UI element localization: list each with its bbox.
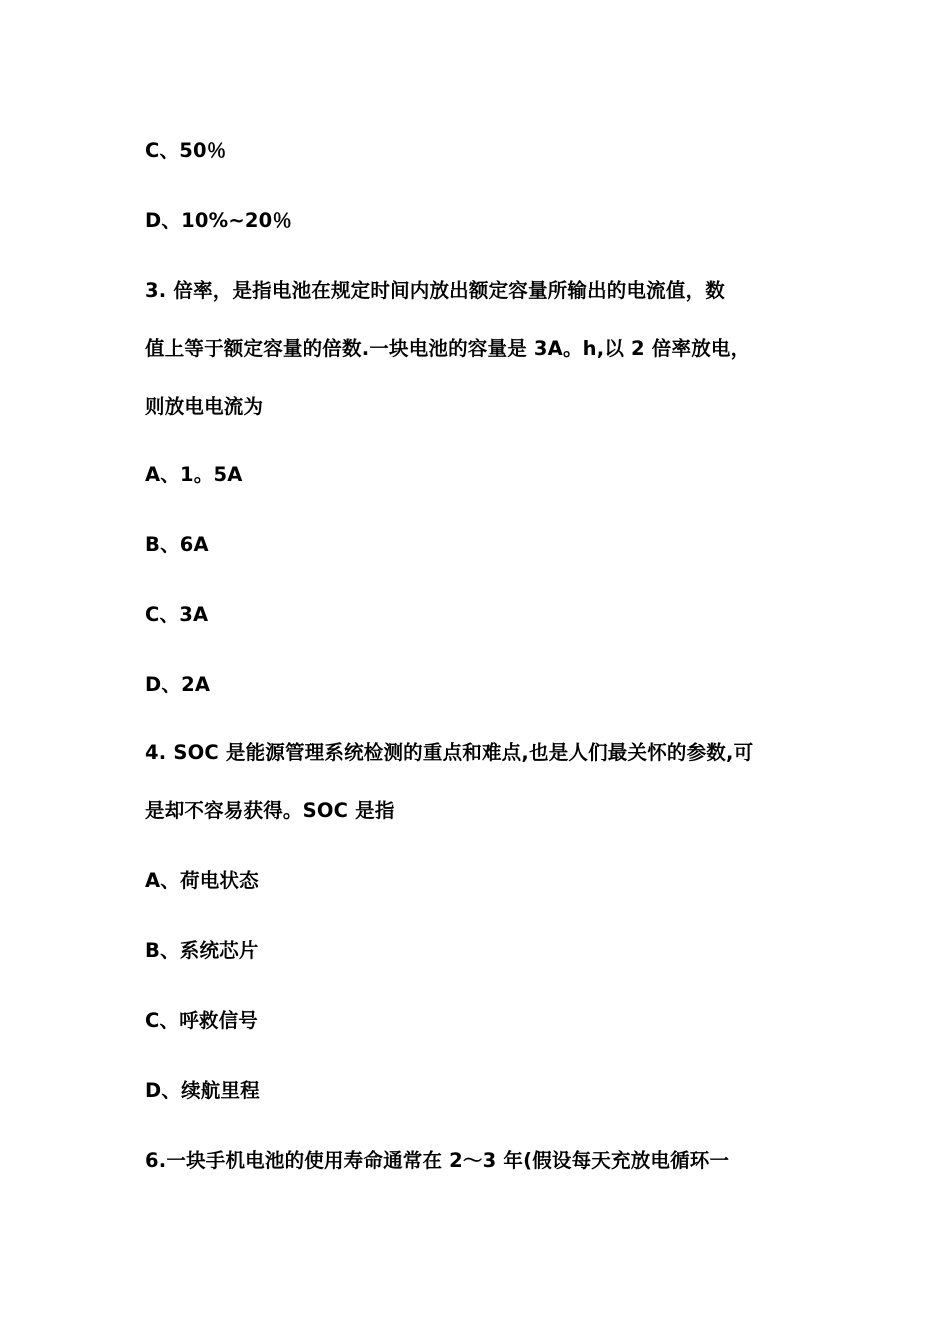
q2-option-c: C、50％: [145, 139, 227, 162]
q4-option-a: A、荷电状态: [145, 869, 259, 892]
q3-stem-line-3: 则放电电流为: [145, 395, 264, 418]
q3-option-c: C、3A: [145, 603, 209, 626]
q4-stem-line-1: 4. SOC 是能源管理系统检测的重点和难点,也是人们最关怀的参数,可: [145, 741, 754, 764]
q3-stem-line-2: 值上等于额定容量的倍数.一块电池的容量是 3A。h,以 2 倍率放电，: [145, 337, 751, 360]
q4-option-b: B、系统芯片: [145, 939, 259, 962]
q4-option-c: C、呼救信号: [145, 1009, 259, 1032]
q4-stem-line-2: 是却不容易获得。SOC 是指: [145, 799, 395, 822]
q2-option-d: D、10%~20％: [145, 209, 293, 232]
q6-stem-line-1: 6.一块手机电池的使用寿命通常在 2～3 年(假设每天充放电循环一: [145, 1149, 730, 1172]
q3-option-b: B、6A: [145, 533, 209, 556]
q3-option-a: A、1。5A: [145, 463, 243, 486]
q3-stem-line-1: 3. 倍率，是指电池在规定时间内放出额定容量所输出的电流值，数: [145, 279, 725, 302]
q4-option-d: D、续航里程: [145, 1079, 260, 1102]
q3-option-d: D、2A: [145, 673, 211, 696]
